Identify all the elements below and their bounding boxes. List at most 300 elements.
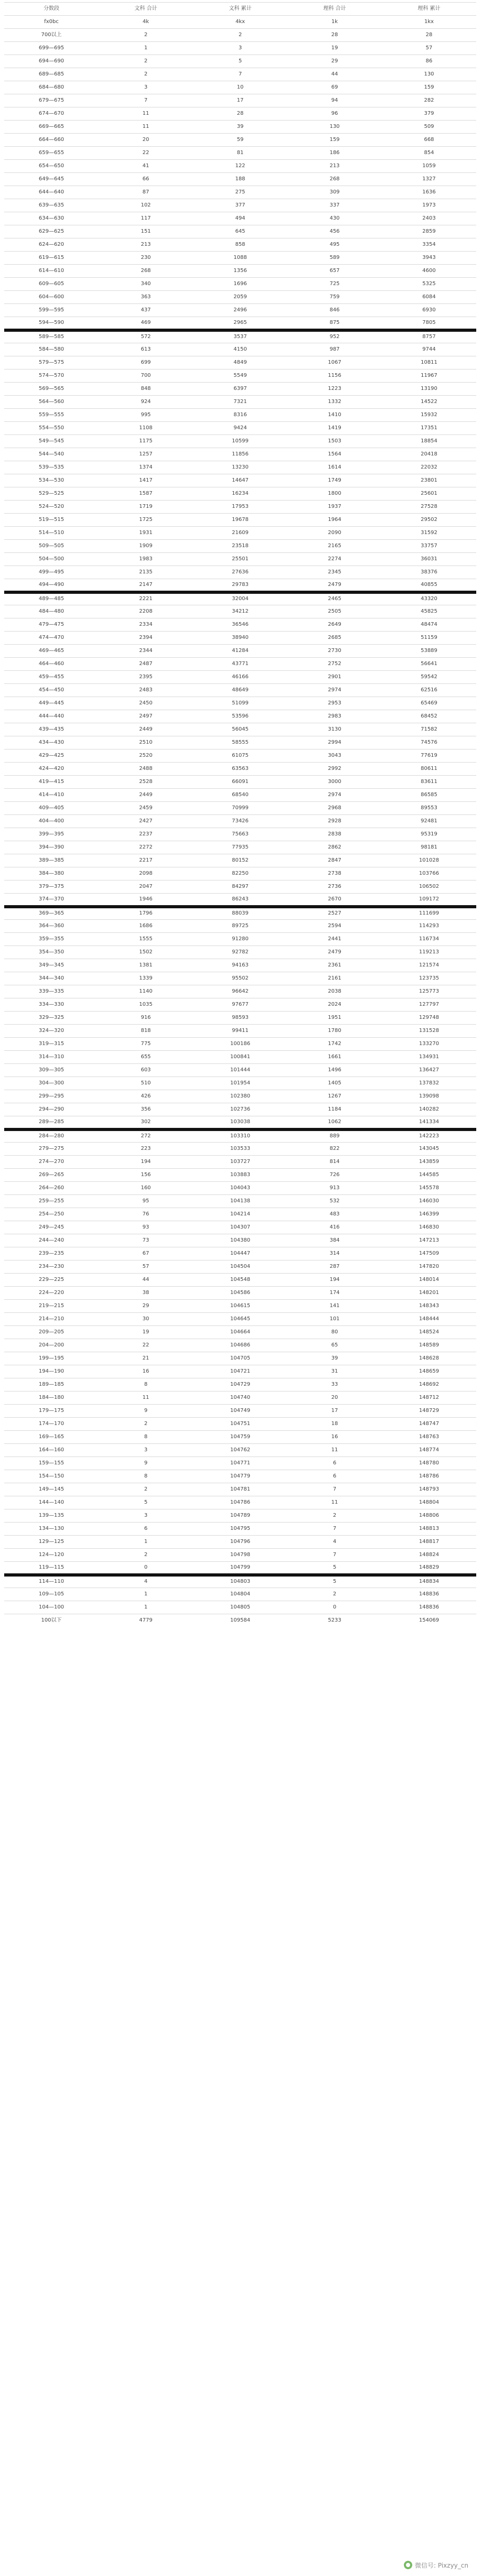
score-range-cell: 339—335: [4, 985, 99, 998]
score-range-cell: 189—185: [4, 1378, 99, 1392]
score-range-cell: 569—565: [4, 383, 99, 396]
science-count-cell: 16: [287, 1431, 382, 1444]
science-count-cell: 987: [287, 343, 382, 356]
science-count-cell: 2038: [287, 985, 382, 998]
science-cumulative-cell: 129748: [382, 1012, 476, 1025]
science-count-cell: 2838: [287, 828, 382, 841]
arts-cumulative-cell: 21609: [193, 527, 287, 540]
arts-count-cell: 7: [99, 94, 193, 107]
science-count-cell: 2024: [287, 998, 382, 1012]
table-row: [4, 1038, 476, 1051]
score-range-cell: 359—355: [4, 933, 99, 946]
science-cumulative-cell: 130: [382, 68, 476, 81]
table-row: [4, 1313, 476, 1326]
arts-cumulative-cell: 89725: [193, 920, 287, 933]
arts-count-cell: 2497: [99, 710, 193, 723]
science-cumulative-cell: 148763: [382, 1431, 476, 1444]
score-range-cell: 674—670: [4, 107, 99, 121]
score-range-cell: 574—570: [4, 369, 99, 383]
score-range-cell: 334—330: [4, 998, 99, 1012]
science-cumulative-cell: 148804: [382, 1496, 476, 1509]
arts-cumulative-cell: 104548: [193, 1274, 287, 1287]
arts-cumulative-cell: 29783: [193, 579, 287, 592]
arts-cumulative-cell: 104447: [193, 1247, 287, 1260]
arts-cumulative-cell: 104705: [193, 1352, 287, 1365]
arts-cumulative-cell: 75663: [193, 828, 287, 841]
science-count-cell: 2974: [287, 789, 382, 802]
science-cumulative-cell: 147213: [382, 1234, 476, 1247]
arts-cumulative-cell: 58555: [193, 736, 287, 749]
score-range-cell: 504—500: [4, 553, 99, 566]
table-row: [4, 1051, 476, 1064]
score-range-cell: 549—545: [4, 435, 99, 448]
science-count-cell: 65: [287, 1339, 382, 1352]
score-range-cell: 114—110: [4, 1575, 99, 1588]
score-range-cell: 444—440: [4, 710, 99, 723]
science-cumulative-cell: 119213: [382, 946, 476, 959]
science-count-cell: 2994: [287, 736, 382, 749]
arts-cumulative-cell: 34212: [193, 605, 287, 618]
science-cumulative-cell: 51159: [382, 632, 476, 645]
arts-count-cell: 818: [99, 1025, 193, 1038]
score-range-cell: 409—405: [4, 802, 99, 815]
arts-count-cell: 356: [99, 1103, 193, 1116]
science-count-cell: 159: [287, 134, 382, 147]
score-range-cell: 100以下: [4, 1614, 99, 1627]
table-row: [4, 291, 476, 304]
table-row: [4, 1614, 476, 1627]
science-count-cell: 314: [287, 1247, 382, 1260]
score-range-cell: 279—275: [4, 1143, 99, 1156]
arts-cumulative-cell: 104043: [193, 1182, 287, 1195]
score-table: [4, 2, 476, 1627]
science-cumulative-cell: 1kx: [382, 16, 476, 29]
score-range-cell: 524—520: [4, 501, 99, 514]
arts-cumulative-cell: 109584: [193, 1614, 287, 1627]
arts-cumulative-cell: 10599: [193, 435, 287, 448]
science-count-cell: 5233: [287, 1614, 382, 1627]
table-row: [4, 684, 476, 697]
header-row: [4, 3, 476, 16]
table-row: [4, 1012, 476, 1025]
science-cumulative-cell: 62516: [382, 684, 476, 697]
science-count-cell: 2983: [287, 710, 382, 723]
arts-count-cell: 1: [99, 1536, 193, 1549]
arts-cumulative-cell: 7: [193, 68, 287, 81]
science-count-cell: 6: [287, 1470, 382, 1483]
table-row: [4, 422, 476, 435]
science-cumulative-cell: 148524: [382, 1326, 476, 1339]
science-cumulative-cell: 53889: [382, 645, 476, 658]
science-cumulative-cell: 38376: [382, 566, 476, 579]
arts-cumulative-cell: 53596: [193, 710, 287, 723]
table-row: [4, 304, 476, 317]
score-range-cell: 374—370: [4, 894, 99, 907]
science-count-cell: 11: [287, 1496, 382, 1509]
score-range-cell: 439—435: [4, 723, 99, 736]
science-count-cell: 2730: [287, 645, 382, 658]
science-cumulative-cell: 148780: [382, 1457, 476, 1470]
table-row: [4, 867, 476, 881]
table-row: [4, 317, 476, 330]
arts-count-cell: 1374: [99, 461, 193, 474]
science-cumulative-cell: 148786: [382, 1470, 476, 1483]
science-count-cell: 3000: [287, 776, 382, 789]
science-cumulative-cell: 145578: [382, 1182, 476, 1195]
science-count-cell: 141: [287, 1300, 382, 1313]
science-cumulative-cell: 6930: [382, 304, 476, 317]
science-count-cell: 1405: [287, 1077, 382, 1090]
arts-count-cell: 22: [99, 147, 193, 160]
science-cumulative-cell: 101028: [382, 854, 476, 867]
table-row: [4, 723, 476, 736]
science-count-cell: 2165: [287, 540, 382, 553]
table-row: [4, 1064, 476, 1077]
table-row: [4, 998, 476, 1012]
score-range-cell: 539—535: [4, 461, 99, 474]
arts-count-cell: 4779: [99, 1614, 193, 1627]
arts-cumulative-cell: 70999: [193, 802, 287, 815]
science-cumulative-cell: 109172: [382, 894, 476, 907]
science-cumulative-cell: 83611: [382, 776, 476, 789]
science-cumulative-cell: 15932: [382, 409, 476, 422]
arts-cumulative-cell: 103038: [193, 1116, 287, 1129]
table-row: [4, 409, 476, 422]
table-row: [4, 881, 476, 894]
science-cumulative-cell: 114293: [382, 920, 476, 933]
science-count-cell: 186: [287, 147, 382, 160]
science-cumulative-cell: 125773: [382, 985, 476, 998]
table-row: [4, 802, 476, 815]
score-range-cell: 644—640: [4, 186, 99, 199]
arts-count-cell: 6: [99, 1523, 193, 1536]
table-row: [4, 1509, 476, 1523]
score-range-cell: 204—200: [4, 1339, 99, 1352]
science-count-cell: 1742: [287, 1038, 382, 1051]
score-range-cell: 119—115: [4, 1562, 99, 1575]
arts-count-cell: 1686: [99, 920, 193, 933]
science-cumulative-cell: 509: [382, 121, 476, 134]
arts-cumulative-cell: 104214: [193, 1208, 287, 1221]
score-range-cell: 394—390: [4, 841, 99, 854]
arts-count-cell: 160: [99, 1182, 193, 1195]
science-count-cell: 6: [287, 1457, 382, 1470]
arts-cumulative-cell: 104804: [193, 1588, 287, 1601]
score-range-cell: 529—525: [4, 487, 99, 501]
science-cumulative-cell: 71582: [382, 723, 476, 736]
score-range-cell: 269—265: [4, 1169, 99, 1182]
arts-cumulative-cell: 82250: [193, 867, 287, 881]
arts-cumulative-cell: 103310: [193, 1129, 287, 1143]
arts-count-cell: 19: [99, 1326, 193, 1339]
science-count-cell: 1780: [287, 1025, 382, 1038]
arts-count-cell: 700: [99, 369, 193, 383]
score-range-cell: 564—560: [4, 396, 99, 409]
table-row: [4, 1588, 476, 1601]
science-cumulative-cell: 98181: [382, 841, 476, 854]
table-row: [4, 42, 476, 55]
arts-count-cell: 230: [99, 252, 193, 265]
arts-cumulative-cell: 51099: [193, 697, 287, 710]
science-cumulative-cell: 92481: [382, 815, 476, 828]
arts-cumulative-cell: 104138: [193, 1195, 287, 1208]
science-cumulative-cell: 11967: [382, 369, 476, 383]
score-range-cell: 474—470: [4, 632, 99, 645]
arts-cumulative-cell: 14647: [193, 474, 287, 487]
table-row: [4, 1156, 476, 1169]
score-range-cell: 604—600: [4, 291, 99, 304]
arts-count-cell: 41: [99, 160, 193, 173]
arts-count-cell: 2098: [99, 867, 193, 881]
arts-cumulative-cell: 103727: [193, 1156, 287, 1169]
score-range-cell: 584—580: [4, 343, 99, 356]
arts-count-cell: 95: [99, 1195, 193, 1208]
score-range-cell: 349—345: [4, 959, 99, 972]
science-cumulative-cell: 17351: [382, 422, 476, 435]
science-count-cell: 2: [287, 1509, 382, 1523]
science-cumulative-cell: 668: [382, 134, 476, 147]
science-count-cell: 18: [287, 1418, 382, 1431]
table-row: [4, 946, 476, 959]
science-cumulative-cell: 1636: [382, 186, 476, 199]
table-row: [4, 1496, 476, 1509]
arts-cumulative-cell: 104786: [193, 1496, 287, 1509]
science-cumulative-cell: 22032: [382, 461, 476, 474]
arts-count-cell: 194: [99, 1156, 193, 1169]
arts-cumulative-cell: 92782: [193, 946, 287, 959]
table-row: [4, 501, 476, 514]
table-row: [4, 1339, 476, 1352]
science-cumulative-cell: 6084: [382, 291, 476, 304]
arts-count-cell: 2488: [99, 763, 193, 776]
table-row: [4, 396, 476, 409]
science-count-cell: 31: [287, 1365, 382, 1378]
arts-cumulative-cell: 25501: [193, 553, 287, 566]
arts-count-cell: 916: [99, 1012, 193, 1025]
wechat-watermark: [404, 2559, 468, 2571]
science-count-cell: 7: [287, 1549, 382, 1562]
arts-cumulative-cell: 66091: [193, 776, 287, 789]
arts-cumulative-cell: 46166: [193, 671, 287, 684]
science-count-cell: 5: [287, 1562, 382, 1575]
science-count-cell: 1749: [287, 474, 382, 487]
arts-cumulative-cell: 77935: [193, 841, 287, 854]
arts-count-cell: 38: [99, 1287, 193, 1300]
arts-cumulative-cell: 104795: [193, 1523, 287, 1536]
science-cumulative-cell: 141334: [382, 1116, 476, 1129]
science-count-cell: 39: [287, 1352, 382, 1365]
arts-count-cell: 9: [99, 1405, 193, 1418]
arts-count-cell: 151: [99, 225, 193, 238]
table-row: [4, 1444, 476, 1457]
science-cumulative-cell: 23801: [382, 474, 476, 487]
arts-cumulative-cell: 68540: [193, 789, 287, 802]
score-range-cell: 194—190: [4, 1365, 99, 1378]
arts-count-cell: 11: [99, 121, 193, 134]
table-row: [4, 265, 476, 278]
arts-count-cell: 3: [99, 1509, 193, 1523]
science-cumulative-cell: 148824: [382, 1549, 476, 1562]
arts-cumulative-cell: 100841: [193, 1051, 287, 1064]
arts-count-cell: 2450: [99, 697, 193, 710]
arts-cumulative-cell: 9424: [193, 422, 287, 435]
science-count-cell: 213: [287, 160, 382, 173]
arts-count-cell: 1035: [99, 998, 193, 1012]
header-cell-arts-cumulative: 文科 累计: [193, 3, 287, 16]
table-row: [4, 697, 476, 710]
arts-count-cell: 4: [99, 1575, 193, 1588]
score-range-cell: 519—515: [4, 514, 99, 527]
arts-cumulative-cell: 104740: [193, 1392, 287, 1405]
arts-count-cell: 2449: [99, 723, 193, 736]
arts-cumulative-cell: 43771: [193, 658, 287, 671]
science-count-cell: 19: [287, 42, 382, 55]
science-count-cell: 726: [287, 1169, 382, 1182]
arts-count-cell: 655: [99, 1051, 193, 1064]
science-count-cell: 889: [287, 1129, 382, 1143]
arts-count-cell: 2449: [99, 789, 193, 802]
table-row: [4, 1470, 476, 1483]
table-row: [4, 645, 476, 658]
science-count-cell: 2274: [287, 553, 382, 566]
table-row: [4, 448, 476, 461]
table-row: [4, 278, 476, 291]
science-cumulative-cell: 148201: [382, 1287, 476, 1300]
arts-cumulative-cell: 39: [193, 121, 287, 134]
science-count-cell: 7: [287, 1523, 382, 1536]
science-cumulative-cell: 31592: [382, 527, 476, 540]
table-row: [4, 828, 476, 841]
score-range-cell: 129—125: [4, 1536, 99, 1549]
science-count-cell: 1951: [287, 1012, 382, 1025]
table-row: [4, 134, 476, 147]
score-range-cell: 700以上: [4, 29, 99, 42]
score-range-cell: 144—140: [4, 1496, 99, 1509]
score-range-cell: fx0bc: [4, 16, 99, 29]
table-row: [4, 1182, 476, 1195]
score-range-cell: 414—410: [4, 789, 99, 802]
score-range-cell: 634—630: [4, 212, 99, 225]
header-cell-science-cumulative: 理科 累计: [382, 3, 476, 16]
science-count-cell: 1223: [287, 383, 382, 396]
science-count-cell: 1184: [287, 1103, 382, 1116]
table-row: [4, 1025, 476, 1038]
score-range-cell: 309—305: [4, 1064, 99, 1077]
arts-cumulative-cell: 104504: [193, 1260, 287, 1274]
science-count-cell: 657: [287, 265, 382, 278]
score-range-cell: 654—650: [4, 160, 99, 173]
score-range-cell: 479—475: [4, 618, 99, 632]
science-cumulative-cell: 2859: [382, 225, 476, 238]
arts-cumulative-cell: 7321: [193, 396, 287, 409]
table-row: [4, 959, 476, 972]
arts-cumulative-cell: 32004: [193, 592, 287, 605]
science-cumulative-cell: 48474: [382, 618, 476, 632]
arts-count-cell: 1946: [99, 894, 193, 907]
arts-cumulative-cell: 102380: [193, 1090, 287, 1103]
science-count-cell: 1800: [287, 487, 382, 501]
score-range-cell: 229—225: [4, 1274, 99, 1287]
science-cumulative-cell: 86: [382, 55, 476, 68]
table-row: [4, 369, 476, 383]
arts-cumulative-cell: 95502: [193, 972, 287, 985]
science-count-cell: 2847: [287, 854, 382, 867]
arts-count-cell: 1719: [99, 501, 193, 514]
table-row: [4, 841, 476, 854]
score-range-cell: 209—205: [4, 1326, 99, 1339]
arts-cumulative-cell: 80152: [193, 854, 287, 867]
score-range-cell: 134—130: [4, 1523, 99, 1536]
arts-count-cell: 1796: [99, 907, 193, 920]
arts-cumulative-cell: 104615: [193, 1300, 287, 1313]
science-cumulative-cell: 25601: [382, 487, 476, 501]
score-range-cell: 499—495: [4, 566, 99, 579]
table-row: [4, 710, 476, 723]
science-count-cell: 1332: [287, 396, 382, 409]
table-row: [4, 1575, 476, 1588]
science-cumulative-cell: 148628: [382, 1352, 476, 1365]
header-cell-arts-count: 文科 合计: [99, 3, 193, 16]
arts-count-cell: 102: [99, 199, 193, 212]
table-row: [4, 1562, 476, 1575]
watermark-text: 微信号: Pixzyy_cn: [415, 2561, 468, 2569]
score-range-cell: 139—135: [4, 1509, 99, 1523]
table-row: [4, 121, 476, 134]
science-cumulative-cell: 136427: [382, 1064, 476, 1077]
science-cumulative-cell: 123735: [382, 972, 476, 985]
score-range-cell: 314—310: [4, 1051, 99, 1064]
arts-count-cell: 2483: [99, 684, 193, 697]
arts-cumulative-cell: 104749: [193, 1405, 287, 1418]
science-cumulative-cell: 29502: [382, 514, 476, 527]
science-cumulative-cell: 74576: [382, 736, 476, 749]
science-count-cell: 337: [287, 199, 382, 212]
arts-cumulative-cell: 84297: [193, 881, 287, 894]
table-row: [4, 1129, 476, 1143]
arts-count-cell: 93: [99, 1221, 193, 1234]
table-row: [4, 212, 476, 225]
table-row: [4, 1457, 476, 1470]
arts-count-cell: 2394: [99, 632, 193, 645]
arts-cumulative-cell: 377: [193, 199, 287, 212]
science-count-cell: 1156: [287, 369, 382, 383]
science-count-cell: 2752: [287, 658, 382, 671]
table-row: [4, 487, 476, 501]
score-range-cell: 579—575: [4, 356, 99, 369]
science-count-cell: 2992: [287, 763, 382, 776]
table-row: [4, 1601, 476, 1614]
science-cumulative-cell: 36031: [382, 553, 476, 566]
arts-count-cell: 1381: [99, 959, 193, 972]
arts-cumulative-cell: 2059: [193, 291, 287, 304]
arts-count-cell: 995: [99, 409, 193, 422]
science-cumulative-cell: 379: [382, 107, 476, 121]
science-count-cell: 2928: [287, 815, 382, 828]
table-row: [4, 854, 476, 867]
science-count-cell: 5: [287, 1575, 382, 1588]
arts-count-cell: 4k: [99, 16, 193, 29]
arts-count-cell: 87: [99, 186, 193, 199]
arts-count-cell: 775: [99, 1038, 193, 1051]
arts-cumulative-cell: 97677: [193, 998, 287, 1012]
arts-cumulative-cell: 3: [193, 42, 287, 55]
science-cumulative-cell: 148444: [382, 1313, 476, 1326]
score-range-cell: 669—665: [4, 121, 99, 134]
science-cumulative-cell: 134931: [382, 1051, 476, 1064]
score-range-cell: 364—360: [4, 920, 99, 933]
table-row: [4, 658, 476, 671]
science-cumulative-cell: 148806: [382, 1509, 476, 1523]
